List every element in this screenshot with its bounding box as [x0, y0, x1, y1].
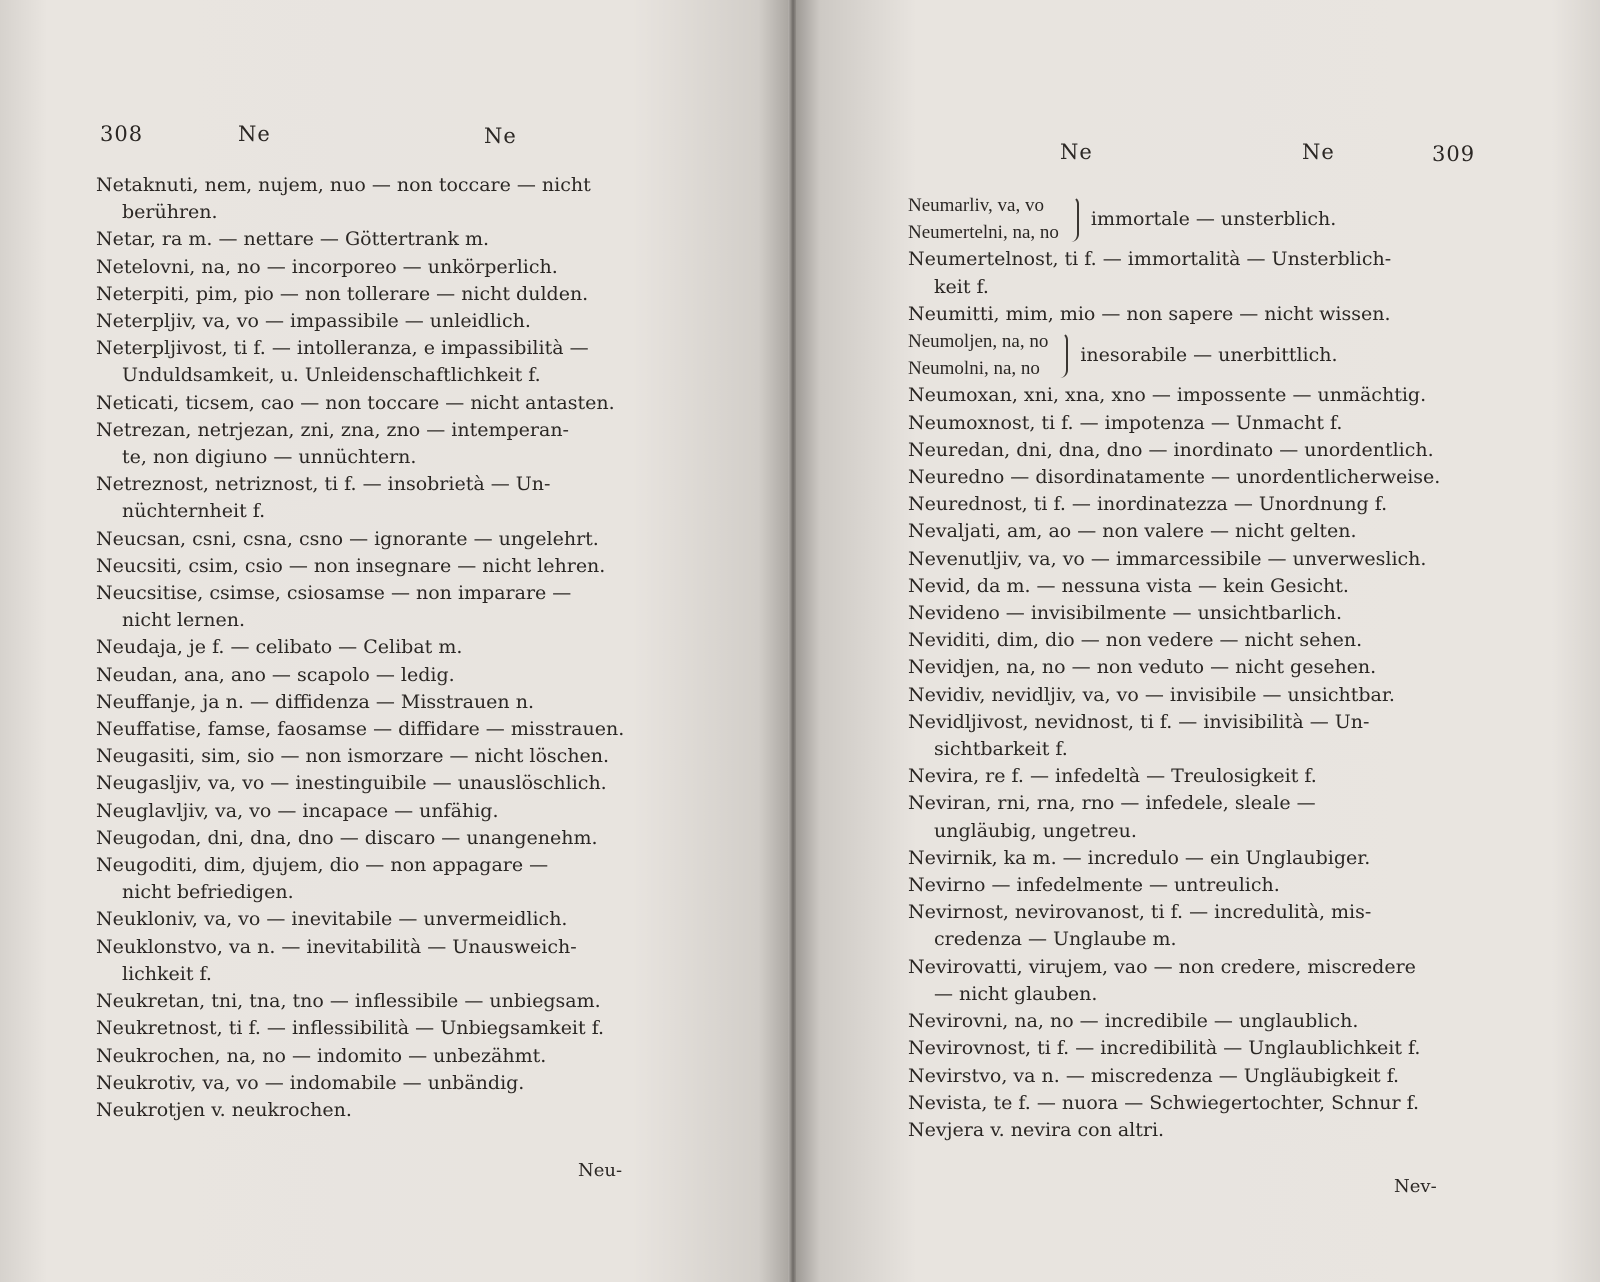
- entry-line: Nevidjen, na, no — non veduto — nicht gesehen.: [908, 656, 1377, 679]
- running-head-left-2: Ne: [484, 124, 517, 148]
- entry-line: Nevjera v. nevira con altri.: [908, 1118, 1165, 1141]
- headword: Neumertelni, na, no: [908, 222, 1059, 244]
- entry-line: Nevirovatti, virujem, vao — non credere, miscredere: [908, 955, 1416, 978]
- entry-line: Neukrotiv, va, vo — indomabile — unbändig.: [96, 1071, 525, 1094]
- dictionary-entry: [96, 798, 676, 825]
- dictionary-entry: [908, 573, 1478, 600]
- dictionary-entry: [908, 1035, 1478, 1062]
- dictionary-entry: [908, 654, 1478, 681]
- entry-line: Nevirno — infedelmente — untreulich.: [908, 874, 1280, 897]
- dictionary-entry: [96, 689, 676, 716]
- entry-line: Neugoditi, dim, djujem, dio — non appagare —: [96, 854, 549, 877]
- brace: [1056, 332, 1068, 378]
- dictionary-entry: [96, 1070, 676, 1097]
- dictionary-entry: [96, 1015, 676, 1042]
- entry-continuation: keit f.: [934, 275, 989, 298]
- right-page: [796, 0, 1600, 1282]
- dictionary-entry: [908, 1008, 1478, 1035]
- definition: immortale — unsterblich.: [1090, 207, 1337, 230]
- dictionary-entry: [96, 553, 676, 580]
- entry-line: Nevista, te f. — nuora — Schwiegertochter, Schnur f.: [908, 1091, 1420, 1114]
- entry-line: Neumertelnost, ti f. — immortalità — Unsterblich-: [908, 248, 1392, 271]
- dictionary-entry: [96, 335, 676, 389]
- entry-line: Neukrochen, na, no — indomito — unbezähmt.: [96, 1044, 547, 1067]
- catchword-left: Neu-: [578, 1160, 623, 1181]
- entry-line: Neticati, ticsem, cao — non toccare — nicht antasten.: [96, 391, 615, 414]
- entry-line: Neviran, rni, rna, rno — infedele, sleale —: [908, 792, 1316, 815]
- entry-continuation: ungläubig, ungetreu.: [934, 819, 1137, 842]
- entry-line: Nevirnost, nevirovanost, ti f. — incredulità, mis-: [908, 901, 1372, 924]
- entry-line: Neukretan, tni, tna, tno — inflessibile — unbiegsam.: [96, 990, 601, 1013]
- entry-line: Neuklonstvo, va n. — inevitabilità — Unausweich-: [96, 935, 577, 958]
- dictionary-entry: [96, 934, 676, 988]
- entry-continuation: lichkeit f.: [122, 962, 212, 985]
- dictionary-entry: [96, 390, 676, 417]
- entry-line: Neuffatise, famse, faosamse — diffidare — misstrauen.: [96, 718, 625, 741]
- dictionary-entry: [96, 580, 676, 634]
- page-number-right: 309: [1432, 142, 1476, 166]
- entry-line: Neucsiti, csim, csio — non insegnare — nicht lehren.: [96, 554, 606, 577]
- dictionary-entry: [96, 1043, 676, 1070]
- entry-line: Neuredno — disordinatamente — unordentlicherweise.: [908, 466, 1441, 489]
- definition: inesorabile — unerbittlich.: [1080, 343, 1338, 366]
- entry-line: Nevaljati, am, ao — non valere — nicht gelten.: [908, 520, 1357, 543]
- dictionary-entry: [908, 899, 1478, 953]
- entry-group-immortale: [908, 192, 1478, 246]
- headword: Neumolni, na, no: [908, 358, 1040, 380]
- dictionary-entry: [96, 254, 676, 281]
- dictionary-entry: [96, 770, 676, 797]
- entry-line: Nevideno — invisibilmente — unsichtbarlich.: [908, 602, 1343, 625]
- dictionary-entry: [96, 417, 676, 471]
- entry-line: Netaknuti, nem, nujem, nuo — non toccare — nicht: [96, 174, 591, 196]
- entry-line: Nevenutljiv, va, vo — immarcessibile — unverweslich.: [908, 547, 1427, 570]
- dictionary-entry: [96, 281, 676, 308]
- brace: [1067, 196, 1079, 242]
- dictionary-entry: [908, 246, 1478, 300]
- entry-line: Neumoxnost, ti f. — impotenza — Unmacht f.: [908, 411, 1343, 434]
- entry-line: Neugodan, dni, dna, dno — discaro — unangenehm.: [96, 826, 598, 849]
- dictionary-entry: [96, 1097, 676, 1124]
- entry-line: Neugasljiv, va, vo — inestinguibile — unauslöschlich.: [96, 772, 607, 795]
- dictionary-entry: [908, 546, 1478, 573]
- entry-line: Nevidljivost, nevidnost, ti f. — invisibilità — Un-: [908, 710, 1370, 733]
- entry-line: Neugasiti, sim, sio — non ismorzare — nicht löschen.: [96, 745, 610, 768]
- entry-continuation: credenza — Unglaube m.: [934, 928, 1177, 951]
- running-head-right-2: Ne: [1302, 140, 1335, 164]
- dictionary-entry: [908, 410, 1478, 437]
- running-head-right-1: Ne: [1060, 140, 1093, 164]
- entry-line: Neumoxan, xni, xna, xno — impossente — unmächtig.: [908, 384, 1427, 407]
- entry-line: Neurednost, ti f. — inordinatezza — Unordnung f.: [908, 493, 1388, 516]
- running-head-left-1: Ne: [238, 122, 271, 146]
- entry-line: Neudan, ana, ano — scapolo — ledig.: [96, 663, 455, 686]
- entry-line: Nevirnik, ka m. — incredulo — ein Unglaubiger.: [908, 846, 1371, 869]
- dictionary-entry: [908, 627, 1478, 654]
- entry-group-inesorabile: [908, 328, 1478, 382]
- entry-line: Nevirovni, na, no — incredibile — unglaublich.: [908, 1010, 1359, 1033]
- dictionary-entry: [96, 988, 676, 1015]
- dictionary-entry: [96, 716, 676, 743]
- entry-line: Neumitti, mim, mio — non sapere — nicht wissen.: [908, 302, 1391, 325]
- entry-line: Neuglavljiv, va, vo — incapace — unfähig.: [96, 799, 499, 822]
- entry-line: Netar, ra m. — nettare — Göttertrank m.: [96, 228, 490, 251]
- dictionary-entry: [908, 872, 1478, 899]
- entry-line: Nevirovnost, ti f. — incredibilità — Unglaublichkeit f.: [908, 1037, 1421, 1060]
- left-page: [0, 0, 790, 1282]
- entry-continuation: nicht befriedigen.: [122, 881, 294, 904]
- dictionary-entry: [96, 906, 676, 933]
- entry-continuation: — nicht glauben.: [934, 982, 1098, 1005]
- dictionary-entry: [96, 634, 676, 661]
- dictionary-entry: [908, 1063, 1478, 1090]
- dictionary-entry: [908, 1117, 1478, 1144]
- left-entries: [96, 172, 676, 1124]
- headword: Neumarliv, va, vo: [908, 195, 1044, 216]
- entry-line: Nevid, da m. — nessuna vista — kein Gesicht.: [908, 574, 1349, 597]
- dictionary-entry: [96, 226, 676, 253]
- entry-continuation: berühren.: [122, 201, 218, 224]
- entry-line: Neukrotjen v. neukrochen.: [96, 1098, 352, 1121]
- headword: Neumoljen, na, no: [908, 331, 1049, 353]
- dictionary-entry: [908, 518, 1478, 545]
- entry-continuation: Unduldsamkeit, u. Unleidenschaftlichkeit f.: [122, 364, 541, 387]
- catchword-right: Nev-: [1394, 1176, 1437, 1197]
- entry-line: Neterpljiv, va, vo — impassibile — unleidlich.: [96, 310, 531, 333]
- dictionary-entry: [96, 825, 676, 852]
- entry-line: Nevidiv, nevidljiv, va, vo — invisibile — unsichtbar.: [908, 683, 1395, 706]
- entry-continuation: nicht lernen.: [122, 609, 246, 632]
- page-number-left: 308: [100, 122, 144, 146]
- dictionary-entry: [96, 172, 676, 226]
- entry-line: Nevira, re f. — infedeltà — Treulosigkeit f.: [908, 765, 1317, 788]
- dictionary-entry: [96, 662, 676, 689]
- entry-line: Netelovni, na, no — incorporeo — unkörperlich.: [96, 255, 558, 278]
- dictionary-entry: [908, 382, 1478, 409]
- entry-continuation: nüchternheit f.: [122, 500, 266, 523]
- dictionary-entry: [96, 308, 676, 335]
- dictionary-entry: [96, 471, 676, 525]
- dictionary-entry: [908, 954, 1478, 1008]
- entry-line: Netreznost, netriznost, ti f. — insobrietà — Un-: [96, 473, 551, 496]
- entry-line: Neuffanje, ja n. — diffidenza — Misstrauen n.: [96, 690, 534, 713]
- dictionary-entry: [908, 1090, 1478, 1117]
- entry-line: Neukretnost, ti f. — inflessibilità — Unbiegsamkeit f.: [96, 1017, 605, 1040]
- entry-line: Neuredan, dni, dna, dno — inordinato — unordentlich.: [908, 438, 1434, 461]
- dictionary-entry: [908, 491, 1478, 518]
- entry-line: Neudaja, je f. — celibato — Celibat m.: [96, 636, 463, 659]
- dictionary-entry: [908, 301, 1478, 328]
- entry-line: Nevirstvo, va n. — miscredenza — Ungläubigkeit f.: [908, 1064, 1400, 1087]
- entry-line: Neterpiti, pim, pio — non tollerare — nicht dulden.: [96, 282, 589, 305]
- dictionary-entry: [908, 464, 1478, 491]
- dictionary-entry: [908, 845, 1478, 872]
- entry-line: Netrezan, netrjezan, zni, zna, zno — intemperan-: [96, 418, 569, 441]
- entry-line: Neviditi, dim, dio — non vedere — nicht sehen.: [908, 629, 1363, 652]
- dictionary-entry: [908, 763, 1478, 790]
- dictionary-entry: [908, 709, 1478, 763]
- dictionary-entry: [908, 790, 1478, 844]
- entry-continuation: te, non digiuno — unnüchtern.: [122, 446, 417, 469]
- dictionary-entry: [908, 600, 1478, 627]
- right-entries: [908, 192, 1478, 1144]
- dictionary-entry: [96, 743, 676, 770]
- entry-continuation: sichtbarkeit f.: [934, 738, 1068, 761]
- dictionary-entry: [908, 682, 1478, 709]
- entry-line: Neucsitise, csimse, csiosamse — non imparare —: [96, 582, 572, 605]
- dictionary-entry: [96, 526, 676, 553]
- dictionary-entry: [96, 852, 676, 906]
- dictionary-entry: [908, 437, 1478, 464]
- entry-line: Neterpljivost, ti f. — intolleranza, e impassibilità —: [96, 337, 589, 360]
- entry-line: Neucsan, csni, csna, csno — ignorante — ungelehrt.: [96, 527, 599, 550]
- entry-line: Neukloniv, va, vo — inevitabile — unvermeidlich.: [96, 908, 568, 931]
